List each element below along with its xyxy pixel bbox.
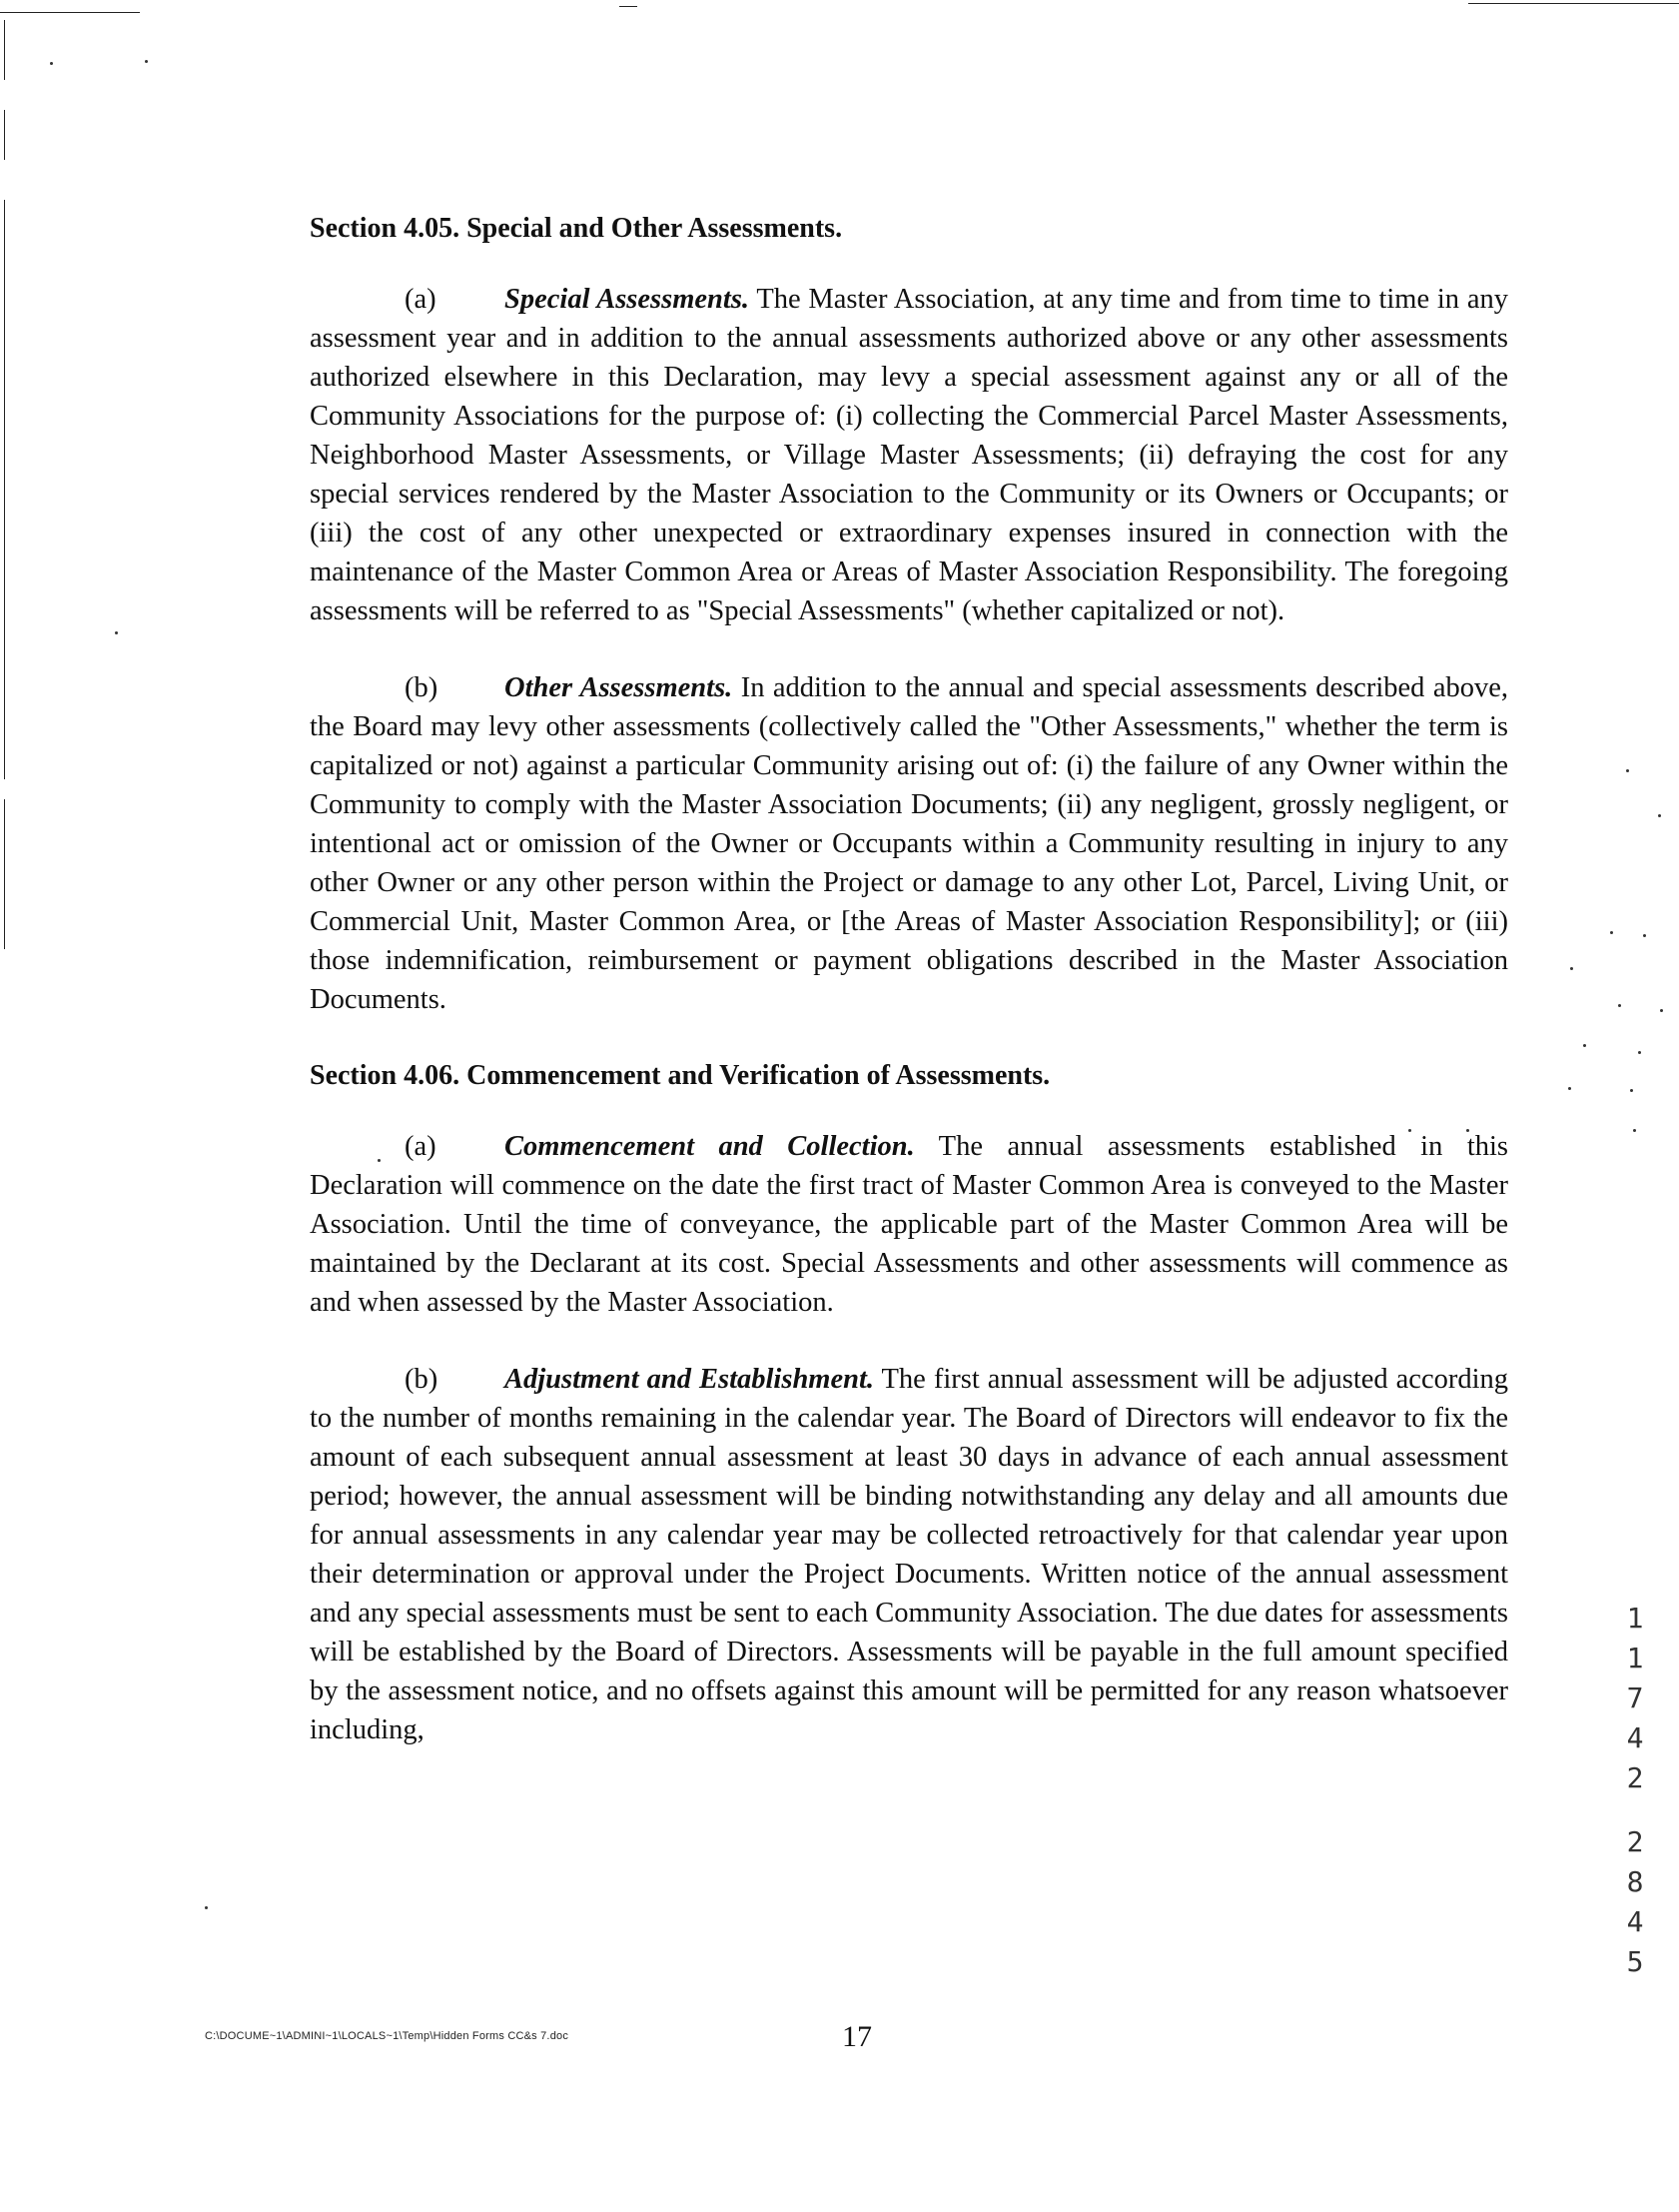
stamp-digit: 8 xyxy=(1626,1865,1644,1898)
paragraph-letter: (b) xyxy=(405,672,438,703)
paragraph-subheading: Commencement and Collection. xyxy=(504,1131,915,1162)
paragraph-text: In addition to the annual and special assessments described above, the Board may levy other assessments (collectively called the "Other Assessments," whether the term is capitalized or not) against a particular Community arising out of: (i) the failure of any Owner within the Community to comply with the Master Association Documents; (ii) any negligent, grossly negligent, or intentional act or omission of the Owner or Occupants within a Community resulting in injury to any other Owner or any other person within the Project or damage to any other Lot, Parcel, Living Unit, or Commercial Unit, Master Common Area, or [the Areas of Master Association Responsibility]; or (iii) those indemnification, reimbursement or payment obligations described in the Master Association Documents. xyxy=(310,672,1508,1015)
paragraph-subheading: Special Assessments. xyxy=(504,284,750,315)
scan-speck xyxy=(1570,967,1573,970)
section-heading: Section 4.06. Commencement and Verification of Assessments. xyxy=(310,1060,1051,1091)
paragraph-letter: (b) xyxy=(405,1364,438,1395)
paragraph-text: The annual assessments established in this Declaration will commence on the date the first tract of Master Common Area is conveyed to the Master Association. Until the time of conveyance, the applicable part of the Master Common Area will be maintained by the Declarant at its cost. Special Assessments and other assessments will commence as and when assessed by the Master Association. xyxy=(310,1131,1508,1318)
scan-edge-left-1 xyxy=(4,20,5,80)
scan-speck xyxy=(145,60,148,63)
stamp-digit: 4 xyxy=(1626,1905,1644,1938)
paragraph-other-assessments xyxy=(310,668,1508,1019)
stamp-digit: 1 xyxy=(1626,1642,1644,1674)
stamp-digit: 4 xyxy=(1626,1721,1644,1754)
scan-speck xyxy=(1630,1089,1633,1092)
scan-speck xyxy=(115,631,118,634)
page-number: 17 xyxy=(842,2020,872,2053)
scan-speck xyxy=(1643,934,1646,937)
section-heading: Section 4.05. Special and Other Assessments. xyxy=(310,213,843,244)
paragraph-commencement-collection xyxy=(310,1127,1508,1322)
scan-edge-left-2 xyxy=(4,110,5,160)
stamp-digit: 7 xyxy=(1626,1681,1644,1714)
paragraph-subheading: Other Assessments. xyxy=(504,672,733,703)
scan-speck xyxy=(1633,1129,1636,1132)
stamp-digit: 2 xyxy=(1626,1761,1644,1794)
paragraph-special-assessments xyxy=(310,280,1508,630)
scan-edge-top-right xyxy=(1468,3,1679,4)
scan-speck xyxy=(1658,814,1661,817)
stamp-digit: 5 xyxy=(1626,1945,1644,1978)
scan-speck xyxy=(1610,931,1613,934)
scan-speck xyxy=(1583,1044,1586,1047)
paragraph-text: The first annual assessment will be adjusted according to the number of months remaining in the calendar year. The Board of Directors will endeavor to fix the amount of each subsequent annual assessment at least 30 days in advance of each annual assessment period; however, the annual assessment will be binding notwithstanding any delay and all amounts due for annual assessments in any calendar year may be collected retroactively for that calendar year upon their determination or approval under the Project Documents. Written notice of the annual assessment and any special assessments must be sent to each Community Association. The due dates for assessments will be established by the Board of Directors. Assessments will be payable in the full amount specified by the assessment notice, and no offsets against this amount will be permitted for any reason whatsoever including, xyxy=(310,1364,1509,1745)
scan-speck xyxy=(50,62,53,65)
scan-edge-top-mid xyxy=(619,6,637,7)
stamp-digit: 1 xyxy=(1626,1602,1644,1635)
scan-speck xyxy=(1626,769,1629,772)
paragraph-subheading: Adjustment and Establishment. xyxy=(504,1364,875,1395)
footer-file-path: C:\DOCUME~1\ADMINI~1\LOCALS~1\Temp\Hidden Forms CC&s 7.doc xyxy=(205,2030,569,2042)
scan-speck xyxy=(205,1906,208,1909)
scan-edge-left-4 xyxy=(4,799,5,949)
document-body xyxy=(310,210,1508,1787)
scan-speck xyxy=(1568,1087,1571,1090)
scan-speck xyxy=(1618,1004,1621,1007)
scan-speck xyxy=(1638,1051,1641,1054)
paragraph-letter: (a) xyxy=(405,1131,436,1162)
paragraph-text: The Master Association, at any time and from time to time in any assessment year and in addition to the annual assessments authorized above or any other assessments authorized elsewhere in this Declaration, may levy a special assessment against any or all of the Community Associations for the purpose of: (i) collecting the Commercial Parcel Master Assessments, Neighborhood Master Assessments, or Village Master Assessments; (ii) defraying the cost for any special services rendered by the Master Association to the Community or its Owners or Occupants; or (iii) the cost of any other unexpected or extraordinary expenses insured in connection with the maintenance of the Master Common Area or Areas of Master Association Responsibility. The foregoing assessments will be referred to as "Special Assessments" (whether capitalized or not). xyxy=(310,284,1508,626)
scan-edge-left-3 xyxy=(4,200,5,779)
paragraph-letter: (a) xyxy=(405,284,436,315)
section-4-05 xyxy=(310,210,1508,1019)
paragraph-adjustment-establishment xyxy=(310,1360,1508,1749)
recording-stamp xyxy=(1620,1599,1650,1982)
scan-speck xyxy=(1660,1009,1663,1012)
section-4-06 xyxy=(310,1057,1508,1749)
stamp-digit: 2 xyxy=(1626,1825,1644,1858)
scan-edge-top-left xyxy=(0,12,140,13)
